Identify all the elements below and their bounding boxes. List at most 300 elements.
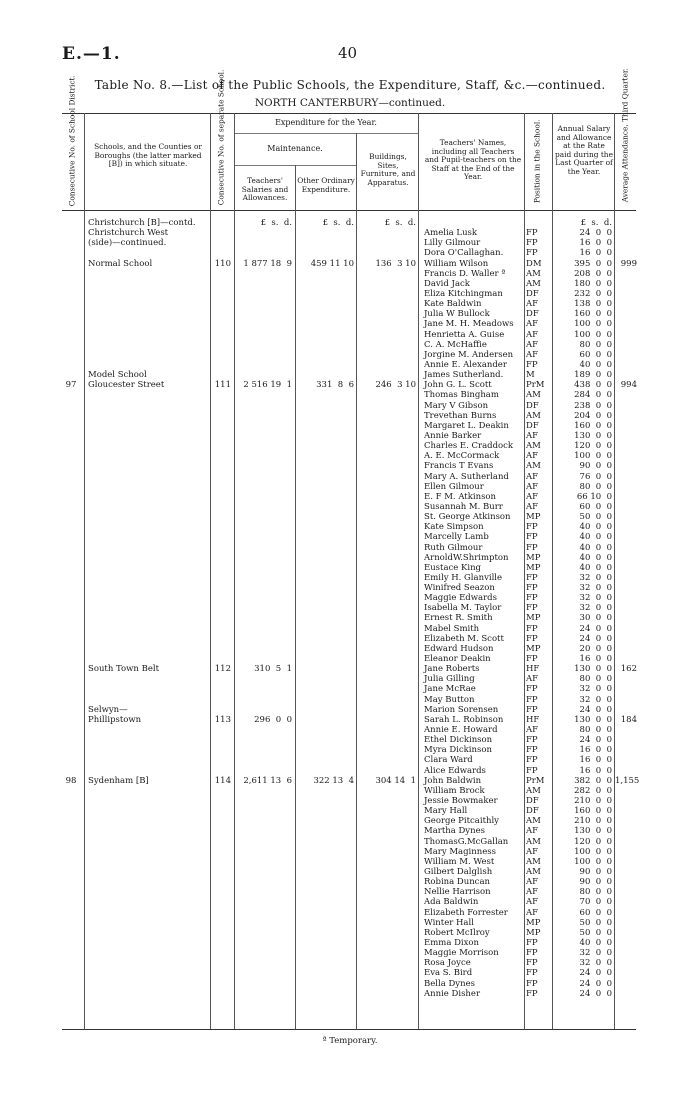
table-row <box>62 573 636 583</box>
annual-salary-cell: 24 0 0 <box>579 623 612 634</box>
table-row <box>62 624 636 634</box>
school-name-cell: Sydenham [B] <box>88 775 149 786</box>
school-name-cell: Selwyn— <box>88 704 128 715</box>
footnote: ª Temporary. <box>322 1036 378 1046</box>
attendance-cell: 999 <box>620 258 637 269</box>
teachers-salaries-cell: 1 877 18 9 <box>243 258 292 269</box>
school-name-cell: Gloucester Street <box>88 380 165 391</box>
annual-salary-cell: 60 0 0 <box>579 907 612 918</box>
teacher-name-cell: Elizabeth M. Scott <box>424 633 504 644</box>
position-cell: AF <box>526 491 539 502</box>
position-cell: FP <box>526 238 538 249</box>
annual-salary-cell: 80 0 0 <box>579 674 612 685</box>
teacher-name-cell: George Pitcaithly <box>424 816 499 827</box>
position-cell: FP <box>526 765 538 776</box>
teacher-name-cell: St. George Atkinson <box>424 512 511 523</box>
annual-salary-cell: 210 0 0 <box>574 796 612 807</box>
teacher-name-cell: Eustace King <box>424 562 482 573</box>
teachers-salaries-cell: £ s. d. <box>260 218 292 228</box>
annual-salary-cell: 16 0 0 <box>579 654 612 665</box>
position-cell: MP <box>526 613 541 624</box>
separate-no-cell: 110 <box>214 258 231 269</box>
annual-salary-cell: 40 0 0 <box>579 542 612 553</box>
table-row <box>62 309 636 319</box>
table-row <box>62 897 636 907</box>
teacher-name-cell: Winter Hall <box>424 917 474 928</box>
table-row <box>62 451 636 461</box>
teacher-name-cell: Francis D. Waller ª <box>424 268 506 279</box>
school-name-cell: Model School <box>88 370 147 381</box>
table-row <box>62 350 636 360</box>
position-cell: FP <box>526 704 538 715</box>
teacher-name-cell: Margaret L. Deakin <box>424 420 509 431</box>
buildings-cell: 136 3 10 <box>375 258 416 269</box>
annual-salary-cell: 40 0 0 <box>579 562 612 573</box>
school-name-cell: Phillipstown <box>88 714 142 725</box>
teacher-name-cell: Ernest R. Smith <box>424 613 493 624</box>
teacher-name-cell: Maggie Morrison <box>424 948 499 959</box>
teacher-name-cell: Sarah L. Robinson <box>424 714 504 725</box>
position-cell: FP <box>526 542 538 553</box>
table-row <box>62 380 636 390</box>
teacher-name-cell: Jane McRae <box>424 684 476 695</box>
separate-no-cell: 111 <box>214 380 231 391</box>
annual-salary-cell: 16 0 0 <box>579 238 612 249</box>
teacher-name-cell: Charles E. Craddock <box>424 441 514 452</box>
teachers-salaries-cell: 296 0 0 <box>254 714 292 725</box>
annual-salary-cell: 32 0 0 <box>579 603 612 614</box>
table-row <box>62 979 636 989</box>
teacher-name-cell: Robert McIlroy <box>424 927 490 938</box>
table-row <box>62 522 636 532</box>
table-row <box>62 887 636 897</box>
table-row <box>62 330 636 340</box>
annual-salary-cell: 66 10 0 <box>576 491 612 502</box>
table-row <box>62 461 636 471</box>
table-row <box>62 563 636 573</box>
position-cell: DF <box>526 796 539 807</box>
annual-salary-cell: 40 0 0 <box>579 359 612 370</box>
table-subtitle: NORTH CANTERBURY—continued. <box>254 97 446 109</box>
other-expenditure-cell: 459 11 10 <box>310 258 354 269</box>
position-cell: FP <box>526 745 538 756</box>
annual-salary-cell: 160 0 0 <box>574 309 612 320</box>
position-cell: FP <box>526 532 538 543</box>
annual-salary-cell: 60 0 0 <box>579 501 612 512</box>
annual-salary-cell: 24 0 0 <box>579 968 612 979</box>
table-row <box>62 755 636 765</box>
table-row <box>62 248 636 258</box>
annual-salary-cell: 189 0 0 <box>574 370 612 381</box>
table-row <box>62 390 636 400</box>
teacher-name-cell: Alice Edwards <box>424 765 486 776</box>
other-expenditure-cell: £ s. d. <box>322 218 354 228</box>
annual-salary-cell: 90 0 0 <box>579 461 612 472</box>
position-cell: MP <box>526 917 541 928</box>
table-row <box>62 877 636 887</box>
teacher-name-cell: Mabel Smith <box>424 623 480 634</box>
table-row <box>62 938 636 948</box>
header-separate-no: Consecutive No. of separate School. <box>216 69 226 206</box>
position-cell: DF <box>526 288 539 299</box>
attendance-cell: 162 <box>620 664 637 675</box>
teacher-name-cell: Robina Duncan <box>424 877 490 888</box>
position-cell: FP <box>526 684 538 695</box>
school-name-cell: (side)—continued. <box>88 238 167 249</box>
position-cell: FP <box>526 623 538 634</box>
teacher-name-cell: Mary V Gibson <box>424 400 489 411</box>
annual-salary-cell: 160 0 0 <box>574 806 612 817</box>
annual-salary-cell: 160 0 0 <box>574 420 612 431</box>
position-cell: AF <box>526 897 539 908</box>
position-cell: FP <box>526 359 538 370</box>
annual-salary-cell: 32 0 0 <box>579 583 612 594</box>
annual-salary-cell: 30 0 0 <box>579 613 612 624</box>
table-row <box>62 543 636 553</box>
teacher-name-cell: William Brock <box>424 785 485 796</box>
table-row <box>62 775 640 786</box>
position-cell: AF <box>526 826 539 837</box>
table-row <box>62 238 636 248</box>
annual-salary-cell: 238 0 0 <box>574 400 612 411</box>
annual-salary-cell: 70 0 0 <box>579 897 612 908</box>
header-buildings: Buildings, Sites, Furniture, and Apparatus. <box>360 152 416 187</box>
header-annual-salary: Annual Salary and Allowance at the Rate paid during the Last Quarter of the Year. <box>555 124 613 176</box>
teacher-name-cell: Henrietta A. Guise <box>424 329 505 340</box>
teacher-name-cell: Annie Disher <box>424 988 481 999</box>
teacher-name-cell: David Jack <box>424 278 470 289</box>
position-cell: AF <box>526 501 539 512</box>
teacher-name-cell: Eliza Kitchingman <box>424 288 503 299</box>
teacher-name-cell: A. E. McCormack <box>424 451 500 462</box>
annual-salary-cell: 80 0 0 <box>579 481 612 492</box>
teacher-name-cell: C. A. McHaffie <box>424 339 487 350</box>
other-expenditure-cell: 322 13 4 <box>313 775 354 786</box>
teacher-name-cell: Ethel Dickinson <box>424 735 493 746</box>
position-cell: FP <box>526 735 538 746</box>
position-cell: AM <box>526 785 541 796</box>
annual-salary-cell: 438 0 0 <box>574 380 612 391</box>
position-cell: AF <box>526 846 539 857</box>
annual-salary-cell: 100 0 0 <box>574 846 612 857</box>
teacher-name-cell: John G. L. Scott <box>424 380 492 391</box>
table-body <box>62 218 640 999</box>
position-cell: AF <box>526 451 539 462</box>
separate-no-cell: 113 <box>214 714 231 725</box>
table-row <box>62 512 636 522</box>
table-row <box>62 644 636 654</box>
annual-salary-cell: 16 0 0 <box>579 765 612 776</box>
position-cell: DF <box>526 806 539 817</box>
school-name-cell: South Town Belt <box>88 664 159 675</box>
annual-salary-cell: 100 0 0 <box>574 451 612 462</box>
table-row <box>62 421 636 431</box>
position-cell: MP <box>526 562 541 573</box>
table-row <box>62 867 636 877</box>
table-row <box>62 218 636 228</box>
table-row <box>62 796 636 806</box>
table-row <box>62 826 636 836</box>
position-cell: FP <box>526 572 538 583</box>
teacher-name-cell: Eleanor Deakin <box>424 654 491 665</box>
teacher-name-cell: James Sutherland. <box>424 370 504 381</box>
position-cell: AF <box>526 430 539 441</box>
teacher-name-cell: Emily H. Glanville <box>424 572 503 583</box>
position-cell: FP <box>526 583 538 594</box>
table-row <box>62 735 636 745</box>
teacher-name-cell: Annie E. Alexander <box>424 359 507 370</box>
annual-salary-cell: 60 0 0 <box>579 349 612 360</box>
teachers-salaries-cell: 310 5 1 <box>254 664 292 675</box>
table-bottom-rule <box>62 1029 636 1030</box>
teacher-name-cell: Rosa Joyce <box>424 958 471 969</box>
annual-salary-cell: 100 0 0 <box>574 856 612 867</box>
position-cell: AF <box>526 339 539 350</box>
position-cell: MP <box>526 643 541 654</box>
table-row <box>62 553 636 563</box>
position-cell: AF <box>526 674 539 685</box>
annual-salary-cell: 16 0 0 <box>579 248 612 259</box>
annual-salary-cell: 40 0 0 <box>579 937 612 948</box>
position-cell: AF <box>526 725 539 736</box>
teacher-name-cell: May Button <box>424 694 475 705</box>
table-row <box>62 340 636 350</box>
table-title: Table No. 8.—List of the Public Schools, the Expenditure, Staff, &c.—continued. <box>94 78 606 92</box>
table-row <box>62 259 636 269</box>
table-row <box>62 857 636 867</box>
annual-salary-cell: 16 0 0 <box>579 755 612 766</box>
annual-salary-cell: 40 0 0 <box>579 552 612 563</box>
teacher-name-cell: Elizabeth Forrester <box>424 907 508 918</box>
position-cell: AM <box>526 390 541 401</box>
position-cell: AM <box>526 441 541 452</box>
position-cell: AM <box>526 816 541 827</box>
annual-salary-cell: 130 0 0 <box>574 430 612 441</box>
teacher-name-cell: Ruth Gilmour <box>424 542 483 553</box>
annual-salary-cell: 204 0 0 <box>574 410 612 421</box>
table-row <box>62 816 636 826</box>
annual-salary-cell: 32 0 0 <box>579 684 612 695</box>
position-cell: M <box>526 370 535 381</box>
annual-salary-cell: 130 0 0 <box>574 826 612 837</box>
header-teachers-names: Teachers' Names, including all Teachers and Pupil-teachers on the Staff at the End of the Year. <box>424 138 522 182</box>
position-cell: MP <box>526 512 541 523</box>
teacher-name-cell: Jorgine M. Andersen <box>424 349 514 360</box>
expenditure-rule <box>234 133 418 134</box>
table-row <box>62 370 636 380</box>
header-maintenance: Maintenance. <box>267 144 323 153</box>
annual-salary-cell: 282 0 0 <box>574 785 612 796</box>
table-row <box>62 766 636 776</box>
buildings-cell: 304 14 1 <box>375 775 416 786</box>
teacher-name-cell: Marcelly Lamb <box>424 532 489 543</box>
table-row <box>62 654 636 664</box>
header-district-no: Consecutive No. of School District. <box>67 75 77 207</box>
teacher-name-cell: Edward Hudson <box>424 643 494 654</box>
position-cell: AF <box>526 481 539 492</box>
table-row <box>62 319 636 329</box>
buildings-cell: 246 3 10 <box>375 380 416 391</box>
table-row <box>62 431 636 441</box>
school-name-cell: Christchurch [B]—contd. <box>88 218 196 228</box>
table-row <box>62 806 636 816</box>
teacher-name-cell: Lilly Gilmour <box>424 238 481 249</box>
table-row <box>62 705 636 715</box>
teacher-name-cell: ArnoldW.Shrimpton <box>424 552 509 563</box>
position-cell: AM <box>526 461 541 472</box>
school-name-cell: Christchurch West <box>88 228 169 239</box>
table-row <box>62 928 636 938</box>
position-cell: FP <box>526 978 538 989</box>
table-row <box>62 725 636 735</box>
table-row <box>62 299 636 309</box>
position-cell: AM <box>526 268 541 279</box>
position-cell: DM <box>526 258 542 269</box>
teacher-name-cell: Jessie Bowmaker <box>424 796 498 807</box>
table-row <box>62 958 636 968</box>
table-row <box>62 269 636 279</box>
table-row <box>62 715 636 725</box>
position-cell: FP <box>526 755 538 766</box>
table-row <box>62 472 636 482</box>
position-cell: MP <box>526 927 541 938</box>
table-row <box>62 847 636 857</box>
header-other-expenditure: Other Ordinary Expenditure. <box>297 176 355 194</box>
annual-salary-cell: 24 0 0 <box>579 988 612 999</box>
teacher-name-cell: Susannah M. Burr <box>424 501 503 512</box>
position-cell: AM <box>526 278 541 289</box>
teacher-name-cell: Jane M. H. Meadows <box>424 319 514 330</box>
position-cell: FP <box>526 958 538 969</box>
table-row <box>62 786 636 796</box>
position-cell: DF <box>526 400 539 411</box>
table-row <box>62 918 636 928</box>
annual-salary-cell: 24 0 0 <box>579 633 612 644</box>
header-expenditure: Expenditure for the Year. <box>275 118 377 127</box>
table-row <box>62 492 636 502</box>
table-row <box>62 908 636 918</box>
teacher-name-cell: Winifred Seazon <box>424 583 495 594</box>
position-cell: FP <box>526 603 538 614</box>
teacher-name-cell: Jane Roberts <box>424 664 480 675</box>
separate-no-cell: 114 <box>214 775 231 786</box>
position-cell: FP <box>526 593 538 604</box>
position-cell: AF <box>526 877 539 888</box>
annual-salary-cell: 208 0 0 <box>574 268 612 279</box>
annual-salary-cell: 24 0 0 <box>579 228 612 239</box>
attendance-cell: 994 <box>620 380 637 391</box>
teacher-name-cell: Amelia Lusk <box>424 228 478 239</box>
teacher-name-cell: ThomasG.McGallan <box>424 836 509 847</box>
table-row <box>62 603 636 613</box>
teacher-name-cell: John Baldwin <box>424 775 482 786</box>
position-cell: AM <box>526 856 541 867</box>
annual-salary-cell: 50 0 0 <box>579 927 612 938</box>
table-row <box>62 228 636 238</box>
annual-salary-cell: 50 0 0 <box>579 917 612 928</box>
annual-salary-cell: 32 0 0 <box>579 948 612 959</box>
annual-salary-cell: 100 0 0 <box>574 329 612 340</box>
page-section-label: E.—1. <box>62 44 121 64</box>
position-cell: AM <box>526 410 541 421</box>
teacher-name-cell: Francis T Evans <box>424 461 494 472</box>
table-row <box>62 279 636 289</box>
teacher-name-cell: E. F M. Atkinson <box>424 491 497 502</box>
position-cell: FP <box>526 948 538 959</box>
position-cell: DF <box>526 420 539 431</box>
annual-salary-cell: 120 0 0 <box>574 441 612 452</box>
table-row <box>62 441 636 451</box>
position-cell: AF <box>526 887 539 898</box>
buildings-cell: £ s. d. <box>384 218 416 228</box>
table-row <box>62 968 636 978</box>
position-cell: FP <box>526 988 538 999</box>
table-row <box>62 989 636 999</box>
annual-salary-cell: 180 0 0 <box>574 278 612 289</box>
annual-salary-cell: 100 0 0 <box>574 319 612 330</box>
annual-salary-cell: 32 0 0 <box>579 593 612 604</box>
annual-salary-cell: 138 0 0 <box>574 299 612 310</box>
table-row <box>62 411 636 421</box>
header-attendance: Average Attendance, Third Quarter. <box>620 68 630 203</box>
position-cell: FP <box>526 633 538 644</box>
district-no-cell: 97 <box>65 380 77 391</box>
annual-salary-cell: 32 0 0 <box>579 694 612 705</box>
school-name-cell: Normal School <box>88 258 153 269</box>
teacher-name-cell: William Wilson <box>424 258 489 269</box>
teacher-name-cell: Emma Dixon <box>424 937 480 948</box>
annual-salary-cell: 210 0 0 <box>574 816 612 827</box>
annual-salary-cell: 120 0 0 <box>574 836 612 847</box>
table-row <box>62 664 636 674</box>
header-bottom-rule <box>62 210 636 211</box>
annual-salary-cell: 90 0 0 <box>579 877 612 888</box>
annual-salary-cell: 232 0 0 <box>574 288 612 299</box>
teachers-salaries-cell: 2 516 19 1 <box>243 380 292 391</box>
teacher-name-cell: Kate Baldwin <box>424 299 482 310</box>
attendance-cell: 1,155 <box>615 775 640 786</box>
separate-no-cell: 112 <box>214 664 231 675</box>
annual-salary-cell: 76 0 0 <box>579 471 612 482</box>
position-cell: AF <box>526 907 539 918</box>
position-cell: FP <box>526 522 538 533</box>
table-row <box>62 401 636 411</box>
teacher-name-cell: Annie E. Howard <box>424 725 498 736</box>
teachers-salaries-cell: 2,611 13 6 <box>243 775 292 786</box>
position-cell: AF <box>526 329 539 340</box>
district-no-cell: 98 <box>65 775 77 786</box>
position-cell: PrM <box>526 775 545 786</box>
annual-salary-cell: 40 0 0 <box>579 522 612 533</box>
teacher-name-cell: Annie Barker <box>424 430 482 441</box>
teacher-name-cell: Gilbert Dalglish <box>424 867 493 877</box>
teacher-name-cell: Bella Dynes <box>424 978 475 989</box>
teacher-name-cell: Nellie Harrison <box>424 887 491 898</box>
table-row <box>62 684 636 694</box>
teacher-name-cell: Maggie Edwards <box>424 593 497 604</box>
annual-salary-cell: £ s. d. <box>580 218 612 228</box>
teacher-name-cell: Julia W Bullock <box>424 309 490 320</box>
annual-salary-cell: 24 0 0 <box>579 704 612 715</box>
annual-salary-cell: 20 0 0 <box>579 643 612 654</box>
position-cell: DF <box>526 309 539 320</box>
table-row <box>62 583 636 593</box>
annual-salary-cell: 24 0 0 <box>579 735 612 746</box>
teacher-name-cell: Marion Sorensen <box>424 704 499 715</box>
table-row <box>62 695 636 705</box>
teacher-name-cell: Thomas Bingham <box>424 390 499 401</box>
annual-salary-cell: 90 0 0 <box>579 867 612 877</box>
